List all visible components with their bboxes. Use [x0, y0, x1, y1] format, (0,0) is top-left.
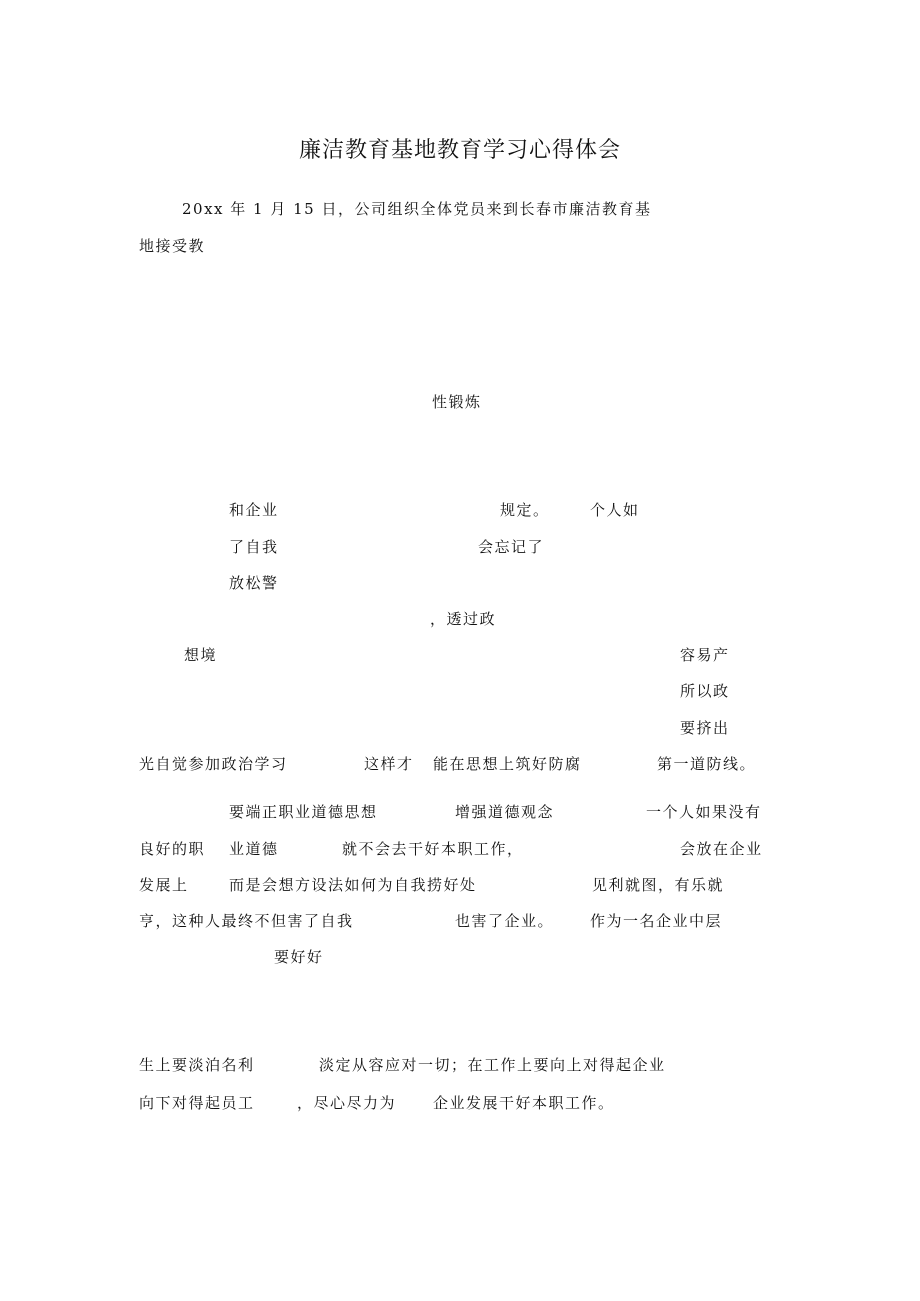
- text-fragment: 业道德: [229, 840, 279, 858]
- text-fragment: 和企业: [229, 501, 279, 519]
- text-fragment: 这样才: [364, 755, 414, 773]
- text-fragment: 增强道德观念: [455, 803, 555, 821]
- text-fragment: 所以政: [680, 682, 730, 700]
- text-fragment: 性锻炼: [432, 393, 482, 411]
- text-fragment: 规定。: [500, 501, 550, 519]
- text-fragment: 第一道防线。: [657, 755, 757, 773]
- text-fragment: 良好的职: [139, 840, 206, 858]
- text-fragment: 要好好: [274, 948, 324, 966]
- text-fragment: 亨，这种人最终不但害了自我: [139, 912, 354, 930]
- text-fragment: 生上要淡泊名利: [139, 1056, 255, 1074]
- text-fragment: 放松警: [229, 574, 279, 592]
- text-fragment: 要挤出: [680, 719, 730, 737]
- text-fragment: 光自觉参加政治学习: [139, 755, 288, 773]
- text-fragment: 会放在企业: [680, 840, 763, 858]
- text-fragment: 个人如: [590, 501, 640, 519]
- text-fragment: 就不会去干好本职工作，: [342, 840, 524, 858]
- text-fragment: 企业发展干好本职工作。: [433, 1094, 615, 1112]
- text-fragment: 也害了企业。: [455, 912, 555, 930]
- text-fragment: 了自我: [229, 538, 279, 556]
- text-fragment: 发展上: [139, 876, 189, 894]
- text-fragment: 见利就图，有乐就: [592, 876, 725, 894]
- text-fragment: 淡定从容应对一切；在工作上要向上对得起企业: [319, 1056, 666, 1074]
- text-fragment: 会忘记了: [478, 538, 545, 556]
- document-title: 廉洁教育基地教育学习心得体会: [298, 138, 621, 163]
- text-fragment: 容易产: [680, 646, 730, 664]
- text-fragment: 向下对得起员工: [139, 1094, 255, 1112]
- text-fragment: 作为一名企业中层: [590, 912, 723, 930]
- text-fragment: 地接受教: [139, 237, 206, 255]
- text-fragment: 能在思想上筑好防腐: [433, 755, 582, 773]
- text-fragment: 一个人如果没有: [646, 803, 762, 821]
- text-fragment: 而是会想方设法如何为自我捞好处: [229, 876, 477, 894]
- text-fragment: 20xx 年 1 月 15 日，公司组织全体党员来到长春市廉洁教育基: [182, 200, 652, 218]
- text-fragment: ，尽心尽力为: [297, 1094, 397, 1112]
- text-fragment: ，透过政: [430, 610, 497, 628]
- text-fragment: 想境: [184, 646, 218, 664]
- text-fragment: 要端正职业道德思想: [229, 803, 378, 821]
